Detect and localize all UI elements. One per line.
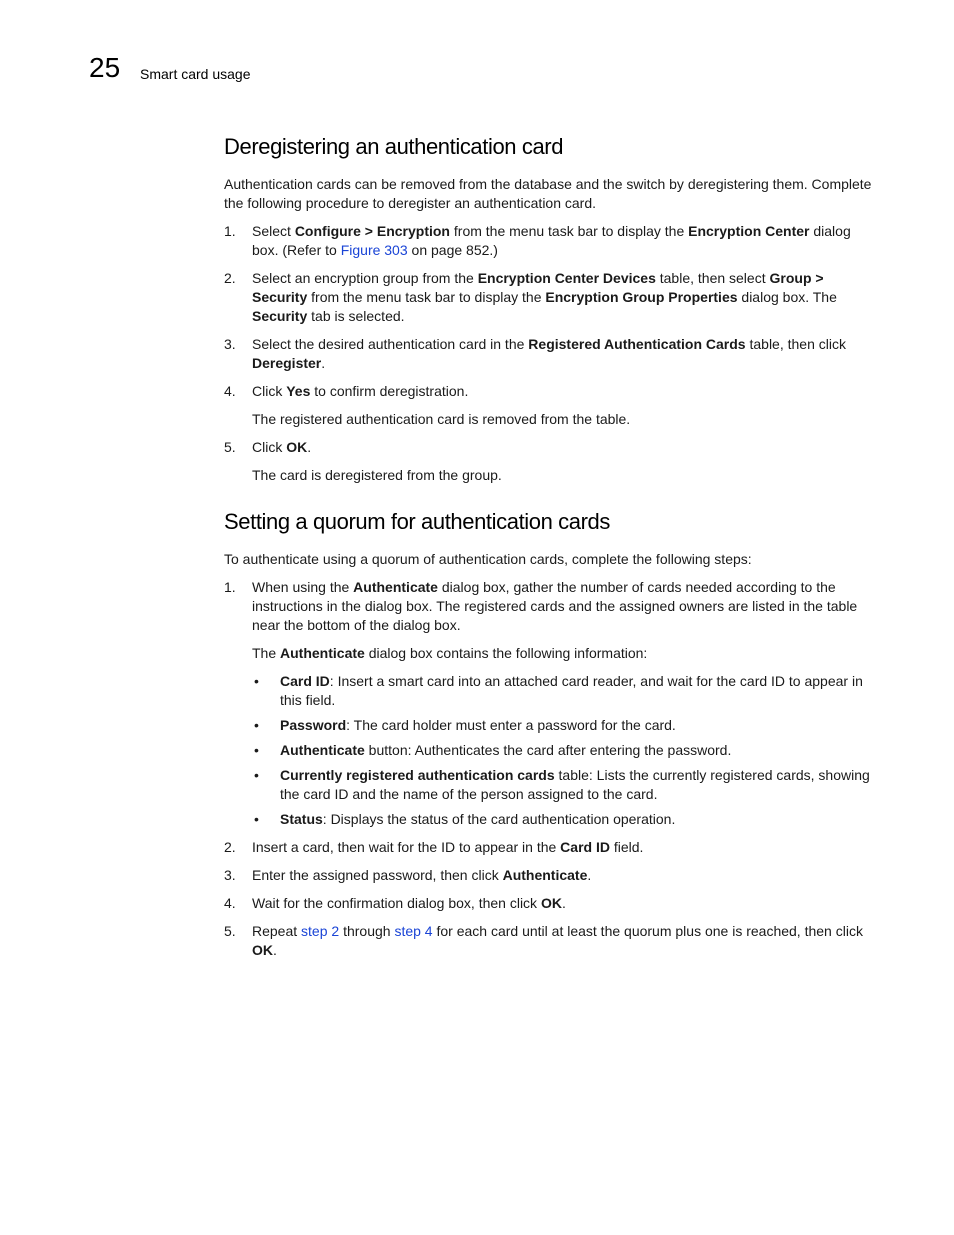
bullet-icon: • — [254, 811, 259, 827]
step-link[interactable]: step 4 — [394, 923, 433, 939]
step-number: 5. — [224, 439, 236, 455]
step-number: 1. — [224, 579, 236, 595]
list-item: 5. Repeat step 2 through step 4 for each card until at least the quorum plus one is reached, then click OK. — [224, 923, 863, 958]
list-item: 5. Click OK. — [224, 439, 312, 455]
step-number: 1. — [224, 223, 236, 239]
list-item: 1. When using the Authenticate dialog box, gather the number of cards needed according to the instructions in the dialog box. The registered cards and the assigned owners are listed in the table near the bottom of the dialog box. — [224, 579, 858, 633]
list-item: 2. Select an encryption group from the Encryption Center Devices table, then select Group > Security from the menu task bar to display the Encryption Group Properties dialog box. The Security tab is selected. — [224, 270, 837, 324]
bullet-icon: • — [254, 673, 259, 689]
bullet-item: • Authenticate button: Authenticates the card after entering the password. — [254, 742, 732, 758]
step-number: 2. — [224, 839, 236, 855]
step-number: 2. — [224, 270, 236, 286]
list-item: 2. Insert a card, then wait for the ID to appear in the Card ID field. — [224, 839, 644, 855]
step-number: 4. — [224, 895, 236, 911]
list-item: 4. Wait for the confirmation dialog box, then click OK. — [224, 895, 566, 911]
bullet-icon: • — [254, 717, 259, 733]
step-result: The registered authentication card is removed from the table. — [252, 411, 631, 427]
step-result: The card is deregistered from the group. — [252, 467, 502, 483]
bullet-item: • Card ID: Insert a smart card into an attached card reader, and wait for the card ID to appear in this field. — [254, 673, 863, 708]
step-number: 3. — [224, 336, 236, 352]
figure-link[interactable]: Figure 303 — [340, 242, 408, 258]
step-number: 5. — [224, 923, 236, 939]
section-heading-deregister: Deregistering an authentication card — [224, 134, 564, 159]
bullet-item: • Currently registered authentication cards table: Lists the currently registered cards, showing the card ID and the name of the person assigned to the card. — [254, 767, 870, 802]
section-heading-quorum: Setting a quorum for authentication cards — [224, 509, 610, 534]
step-number: 4. — [224, 383, 236, 399]
chapter-title: Smart card usage — [140, 66, 251, 82]
list-item: 3. Select the desired authentication card in the Registered Authentication Cards table, then click Deregister. — [224, 336, 846, 371]
bullet-icon: • — [254, 767, 259, 783]
step-number: 3. — [224, 867, 236, 883]
bullet-item: • Password: The card holder must enter a password for the card. — [254, 717, 676, 733]
bullet-item: • Status: Displays the status of the card authentication operation. — [254, 811, 676, 827]
list-item: 4. Click Yes to confirm deregistration. — [224, 383, 469, 399]
step-link[interactable]: step 2 — [301, 923, 340, 939]
page-content — [224, 130, 874, 960]
chapter-number: 25 — [89, 52, 121, 83]
list-item: 3. Enter the assigned password, then click Authenticate. — [224, 867, 592, 883]
bullet-icon: • — [254, 742, 259, 758]
step-info: The Authenticate dialog box contains the following information: — [252, 645, 648, 661]
section2-intro: To authenticate using a quorum of authentication cards, complete the following steps: — [224, 551, 752, 567]
section1-intro: Authentication cards can be removed from the database and the switch by deregistering them. Complete the following procedure to deregister an authentication card. — [224, 176, 872, 211]
list-item: 1. Select Configure > Encryption from the menu task bar to display the Encryption Center dialog box. (Refer to Figure 303 on page 852.) — [224, 223, 851, 258]
